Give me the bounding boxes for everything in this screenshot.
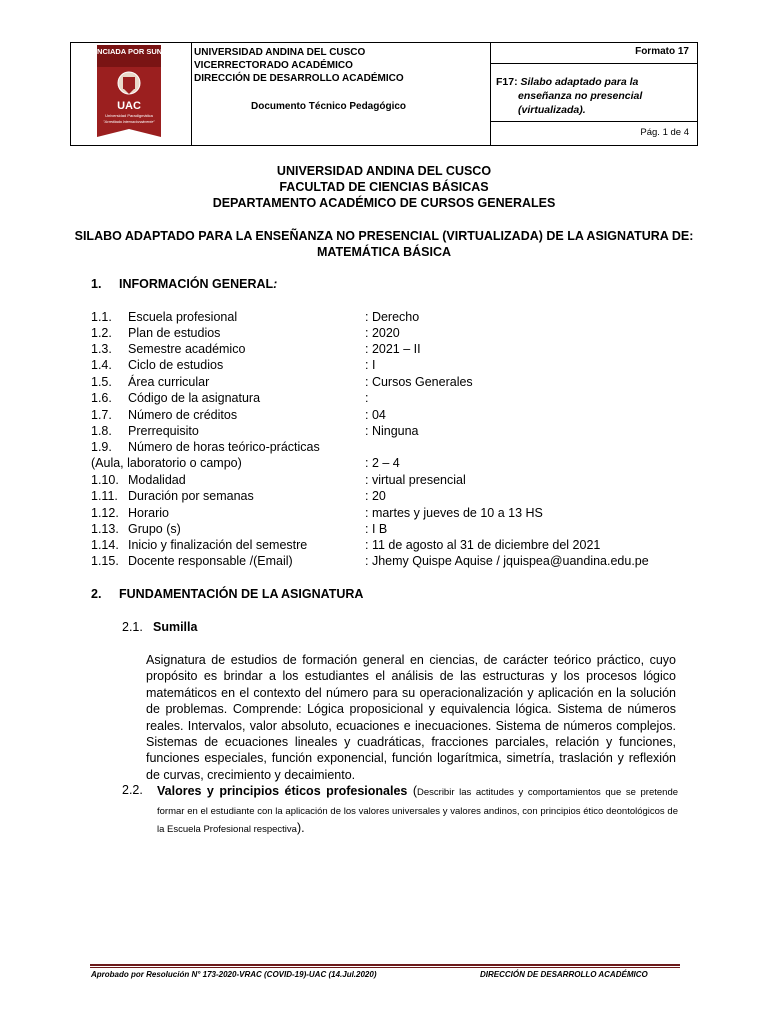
info-label: Prerrequisito [128,424,199,438]
info-label: Ciclo de estudios [128,358,224,372]
subsection-2-2-number: 2.2. [122,783,143,797]
format-row [491,43,697,64]
title-faculty: FACULTAD DE CIENCIAS BÁSICAS [279,180,489,194]
info-value: : 2021 – II [365,342,421,356]
info-row [91,326,691,343]
info-value: : martes y jueves de 10 a 13 HS [365,506,543,520]
info-label: Escuela profesional [128,310,238,324]
section-1-heading [91,277,277,291]
institution-line-3: DIRECCIÓN DE DESARROLLO ACADÉMICO [194,73,404,84]
values-paragraph [157,783,678,839]
section-2-number: 2. [91,587,102,601]
info-number: 1.8. [91,424,112,438]
info-label: Modalidad [128,473,186,487]
logo-seal-text: UAC [117,100,141,112]
institution-cell [191,43,491,145]
info-row [91,554,691,571]
info-row [91,408,691,425]
f17-title [496,75,642,117]
info-value: : I [365,358,376,372]
page-number: Pág. 1 de 4 [640,127,689,138]
info-label: Código de la asignatura [128,391,261,405]
info-number: 1.10. [91,473,119,487]
sumilla-text: Asignatura de estudios de formación general en ciencias, de carácter teórico práctico, cuyo propósito es brindar a los estudiantes el análisis de las estructuras y los procesos lógico matemáticos en el contexto del número para su operacionalización y aplicación en la solución de problemas. Comprende: Lógica proposicional y equivalencia lógica. Sistema de números reales. Intervalos, valor absoluto, ecuaciones e inecuaciones. Sistema de números complejos. Sistemas de ecuaciones lineales y cuadráticas, fracciones parciales, relación y funciones, funciones especiales, función exponencial, función logarítmica, simetría, traslación y reflexión de curvas, crecimiento y decaimiento. [146,653,676,782]
info-label: Semestre académico [128,342,246,356]
info-row [91,391,691,408]
section-2-title: FUNDAMENTACIÓN DE LA ASIGNATURA [119,587,364,601]
info-number: 1.2. [91,326,112,340]
university-logo [79,45,179,143]
info-value: : virtual presencial [365,473,466,487]
info-number: 1.1. [91,310,112,324]
info-label: Plan de estudios [128,326,221,340]
institution-line-2: VICERRECTORADO ACADÉMICO [194,60,353,71]
info-value: : Derecho [365,310,420,324]
f17-line-3: (virtualizada). [518,104,586,116]
format-label: Formato 17 [635,46,689,57]
f17-line-1: Silabo adaptado para la [520,76,639,88]
info-number: 1.15. [91,554,119,568]
footer-rule-thin [90,967,680,968]
info-value: : Ninguna [365,424,419,438]
info-value: : 2 – 4 [365,456,400,470]
values-close-paren: ). [296,821,305,835]
info-row [91,473,691,490]
footer-approval: Aprobado por Resolución N° 173-2020-VRAC (COVID-19)-UAC (14.Jul.2020) [91,970,377,979]
format-cell [491,43,697,145]
section-1-suffix: : [273,277,278,291]
info-number: 1.12. [91,506,119,520]
info-number: 1.11. [91,489,118,503]
f17-code: F17: [496,76,518,88]
document-type: Documento Técnico Pedagógico [251,101,407,112]
section-1-number: 1. [91,277,102,291]
info-value: : 20 [365,489,386,503]
info-label: Número de horas teórico-prácticas [128,440,320,454]
info-number: 1.14. [91,538,119,552]
logo-tagline: "Acreditada Internacionalmente" [103,120,155,124]
institution-line-1: UNIVERSIDAD ANDINA DEL CUSCO [194,47,366,58]
section-1-title: INFORMACIÓN GENERAL [119,277,274,291]
subsection-2-2-title: Valores y principios éticos profesionales [157,784,408,798]
info-value: : 04 [365,408,386,422]
values-open-paren: ( [407,784,418,798]
title-university: UNIVERSIDAD ANDINA DEL CUSCO [276,164,492,178]
info-value: : 2020 [365,326,400,340]
page-row [491,122,697,145]
values-note: Describir las actitudes y comportamientos que se pretende formar en el estudiante con la aplicación de los valores universales y valores andinos, con principios ético deontológicos de la Escuela Profesional respectiva [157,787,679,835]
info-row [91,424,691,441]
info-label: Horario [128,506,169,520]
info-row [91,506,691,523]
info-number: 1.9. [91,440,112,454]
section-2-heading [91,587,363,601]
logo-cell [71,43,192,145]
info-number: 1.5. [91,375,112,389]
info-label: Área curricular [128,375,210,389]
info-row [91,440,691,457]
f17-row [491,64,697,122]
info-label: Duración por semanas [128,489,254,503]
info-row [91,358,691,375]
info-row [91,538,691,555]
info-number: 1.4. [91,358,112,372]
syllabus-title-line-1: SILABO ADAPTADO PARA LA ENSEÑANZA NO PRESENCIAL (VIRTUALIZADA) DE LA ASIGNATURA DE: [74,229,694,243]
logo-subtitle: Universidad Paradigmática [105,113,153,118]
header-table [70,42,698,146]
syllabus-title-line-2: MATEMÁTICA BÁSICA [316,245,451,259]
info-value: : I B [365,522,388,536]
info-value: : Cursos Generales [365,375,473,389]
info-number: 1.3. [91,342,112,356]
title-department: DEPARTAMENTO ACADÉMICO DE CURSOS GENERALES [212,196,556,210]
info-label: Docente responsable /(Email) [128,554,293,568]
logo-banner-text: LICENCIADA POR SUNEDU [79,47,179,56]
info-label: Número de créditos [128,408,238,422]
info-row [91,522,691,539]
footer-direction: DIRECCIÓN DE DESARROLLO ACADÉMICO [480,970,648,979]
subsection-2-1-heading [122,620,197,634]
info-row [91,489,691,506]
subsection-2-1-number: 2.1. [122,620,143,634]
info-number: 1.13. [91,522,119,536]
info-number: 1.7. [91,408,112,422]
footer-rule [90,964,680,966]
info-label: Inicio y finalización del semestre [128,538,308,552]
info-value: : [365,391,369,405]
info-label: (Aula, laboratorio o campo) [91,456,242,470]
info-value: : 11 de agosto al 31 de diciembre del 2021 [365,538,601,552]
info-label: Grupo (s) [128,522,181,536]
info-row [91,310,691,327]
info-number: 1.6. [91,391,112,405]
subsection-2-1-title: Sumilla [153,620,198,634]
f17-line-2: enseñanza no presencial [518,90,643,102]
info-row [91,375,691,392]
info-row [91,342,691,359]
info-value: : Jhemy Quispe Aquise / jquispea@uandina.edu.pe [365,554,649,568]
crest-icon [118,72,140,94]
info-row [91,456,691,473]
